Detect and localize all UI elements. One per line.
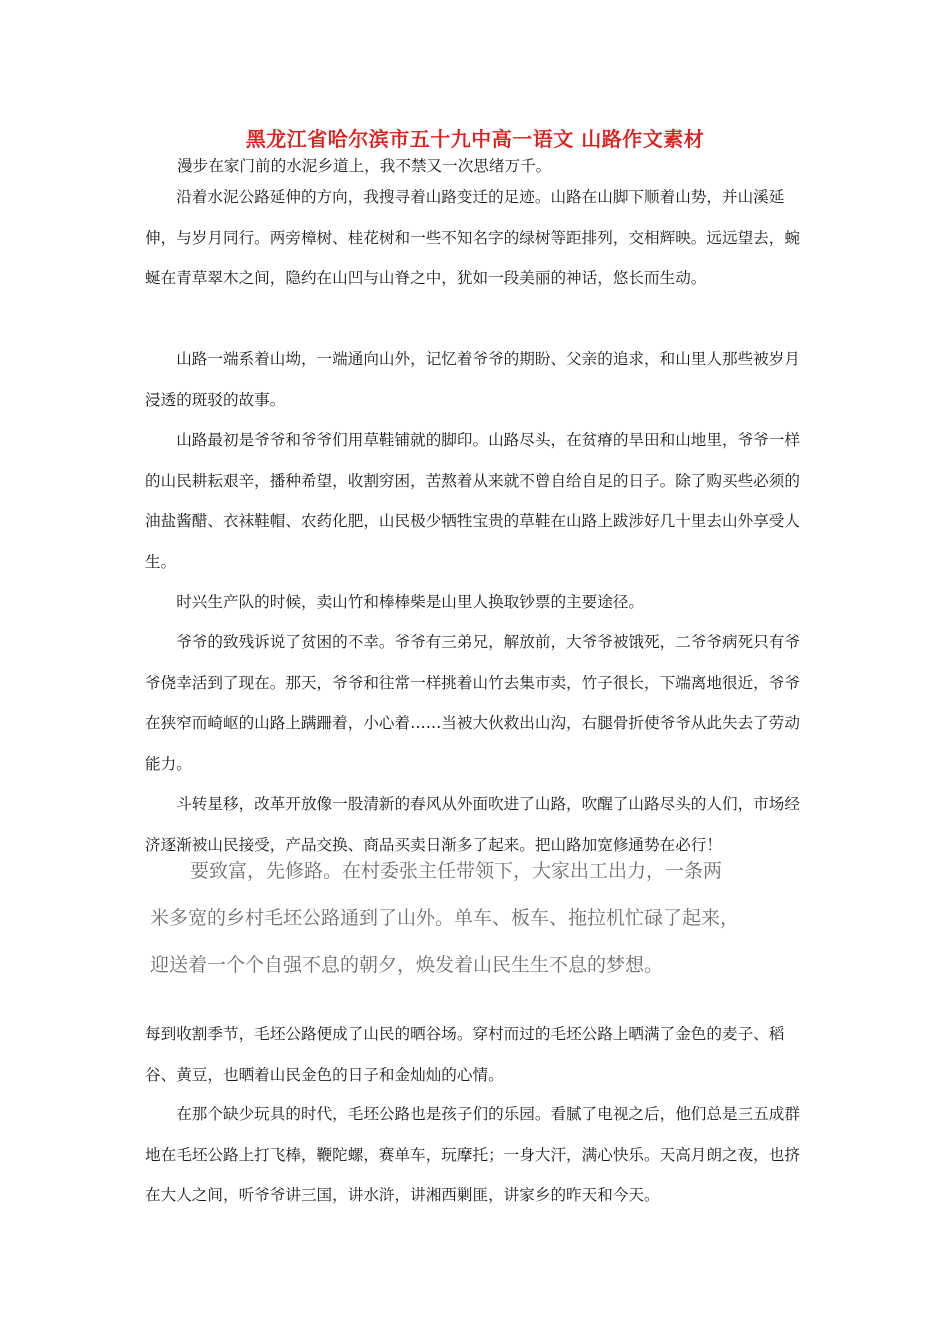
- document-title: 黑龙江省哈尔滨市五十九中高一语文 山路作文素材: [245, 127, 705, 151]
- paragraph-4: 山路最初是爷爷和爷爷们用草鞋铺就的脚印。山路尽头，在贫瘠的旱田和山地里，爷爷一样的山民耕耘艰辛，播种希望，收割穷困，苦熬着从来就不曾自给自足的日子。除了购买些必须的油盐酱醋、衣袜鞋帽、农药化肥，山民极少牺牲宝贵的草鞋在山路上跋涉好几十里去山外享受人生。: [145, 431, 800, 571]
- paragraph-9: 在那个缺少玩具的时代，毛坯公路也是孩子们的乐园。看腻了电视之后，他们总是三五成群地在毛坯公路上打飞棒，鞭陀螺，赛单车，玩摩托；一身大汗，满心快乐。天高月朗之夜，也挤在大人之间，听爷爷讲三国，讲水浒，讲湘西剿匪，讲家乡的昨天和今天。: [145, 1105, 800, 1204]
- embedded-text-image: [150, 848, 790, 989]
- paragraph-1: 漫步在家门前的水泥乡道上，我不禁又一次思绪万千。: [177, 157, 552, 175]
- image-text-line: 米多宽的乡村毛坯公路通到了山外。单车、板车、拖拉机忙碌了起来，: [150, 907, 740, 929]
- paragraph-2: 沿着水泥公路延伸的方向，我搜寻着山路变迁的足迹。山路在山脚下顺着山势，并山溪延伸，与岁月同行。两旁樟树、桂花树和一些不知名字的绿树等距排列，交相辉映。远远望去，蜿蜒在青草翠木之间，隐约在山凹与山脊之中，犹如一段美丽的神话，悠长而生动。: [145, 188, 800, 287]
- image-text-line: 迎送着一个个自强不息的朝夕，焕发着山民生生不息的梦想。: [150, 954, 664, 976]
- paragraph-6: 爷爷的致残诉说了贫困的不幸。爷爷有三弟兄，解放前，大爷爷被饿死，二爷爷病死只有爷爷侥幸活到了现在。那天，爷爷和往常一样挑着山竹去集市卖，竹子很长，下端离地很近，爷爷在狭窄而崎岖的山路上蹒跚着，小心着……当被大伙救出山沟，右腿骨折使爷爷从此失去了劳动能力。: [145, 633, 800, 773]
- image-text-line: 要致富，先修路。在村委张主任带领下，大家出工出力，一条两: [190, 860, 723, 882]
- paragraph-8: 每到收割季节，毛坯公路便成了山民的晒谷场。穿村而过的毛坯公路上晒满了金色的麦子、稻谷、黄豆，也晒着山民金色的日子和金灿灿的心情。: [145, 1025, 785, 1084]
- paragraph-3: 山路一端系着山坳，一端通向山外，记忆着爷爷的期盼、父亲的追求，和山里人那些被岁月浸透的斑驳的故事。: [145, 350, 800, 409]
- paragraph-5: 时兴生产队的时候，卖山竹和棒棒柴是山里人换取钞票的主要途径。: [176, 593, 645, 611]
- paragraph-7: 斗转星移，改革开放像一股清新的春风从外面吹进了山路，吹醒了山路尽头的人们，市场经济逐渐被山民接受，产品交换、商品买卖日渐多了起来。把山路加宽修通势在必行！: [145, 795, 800, 854]
